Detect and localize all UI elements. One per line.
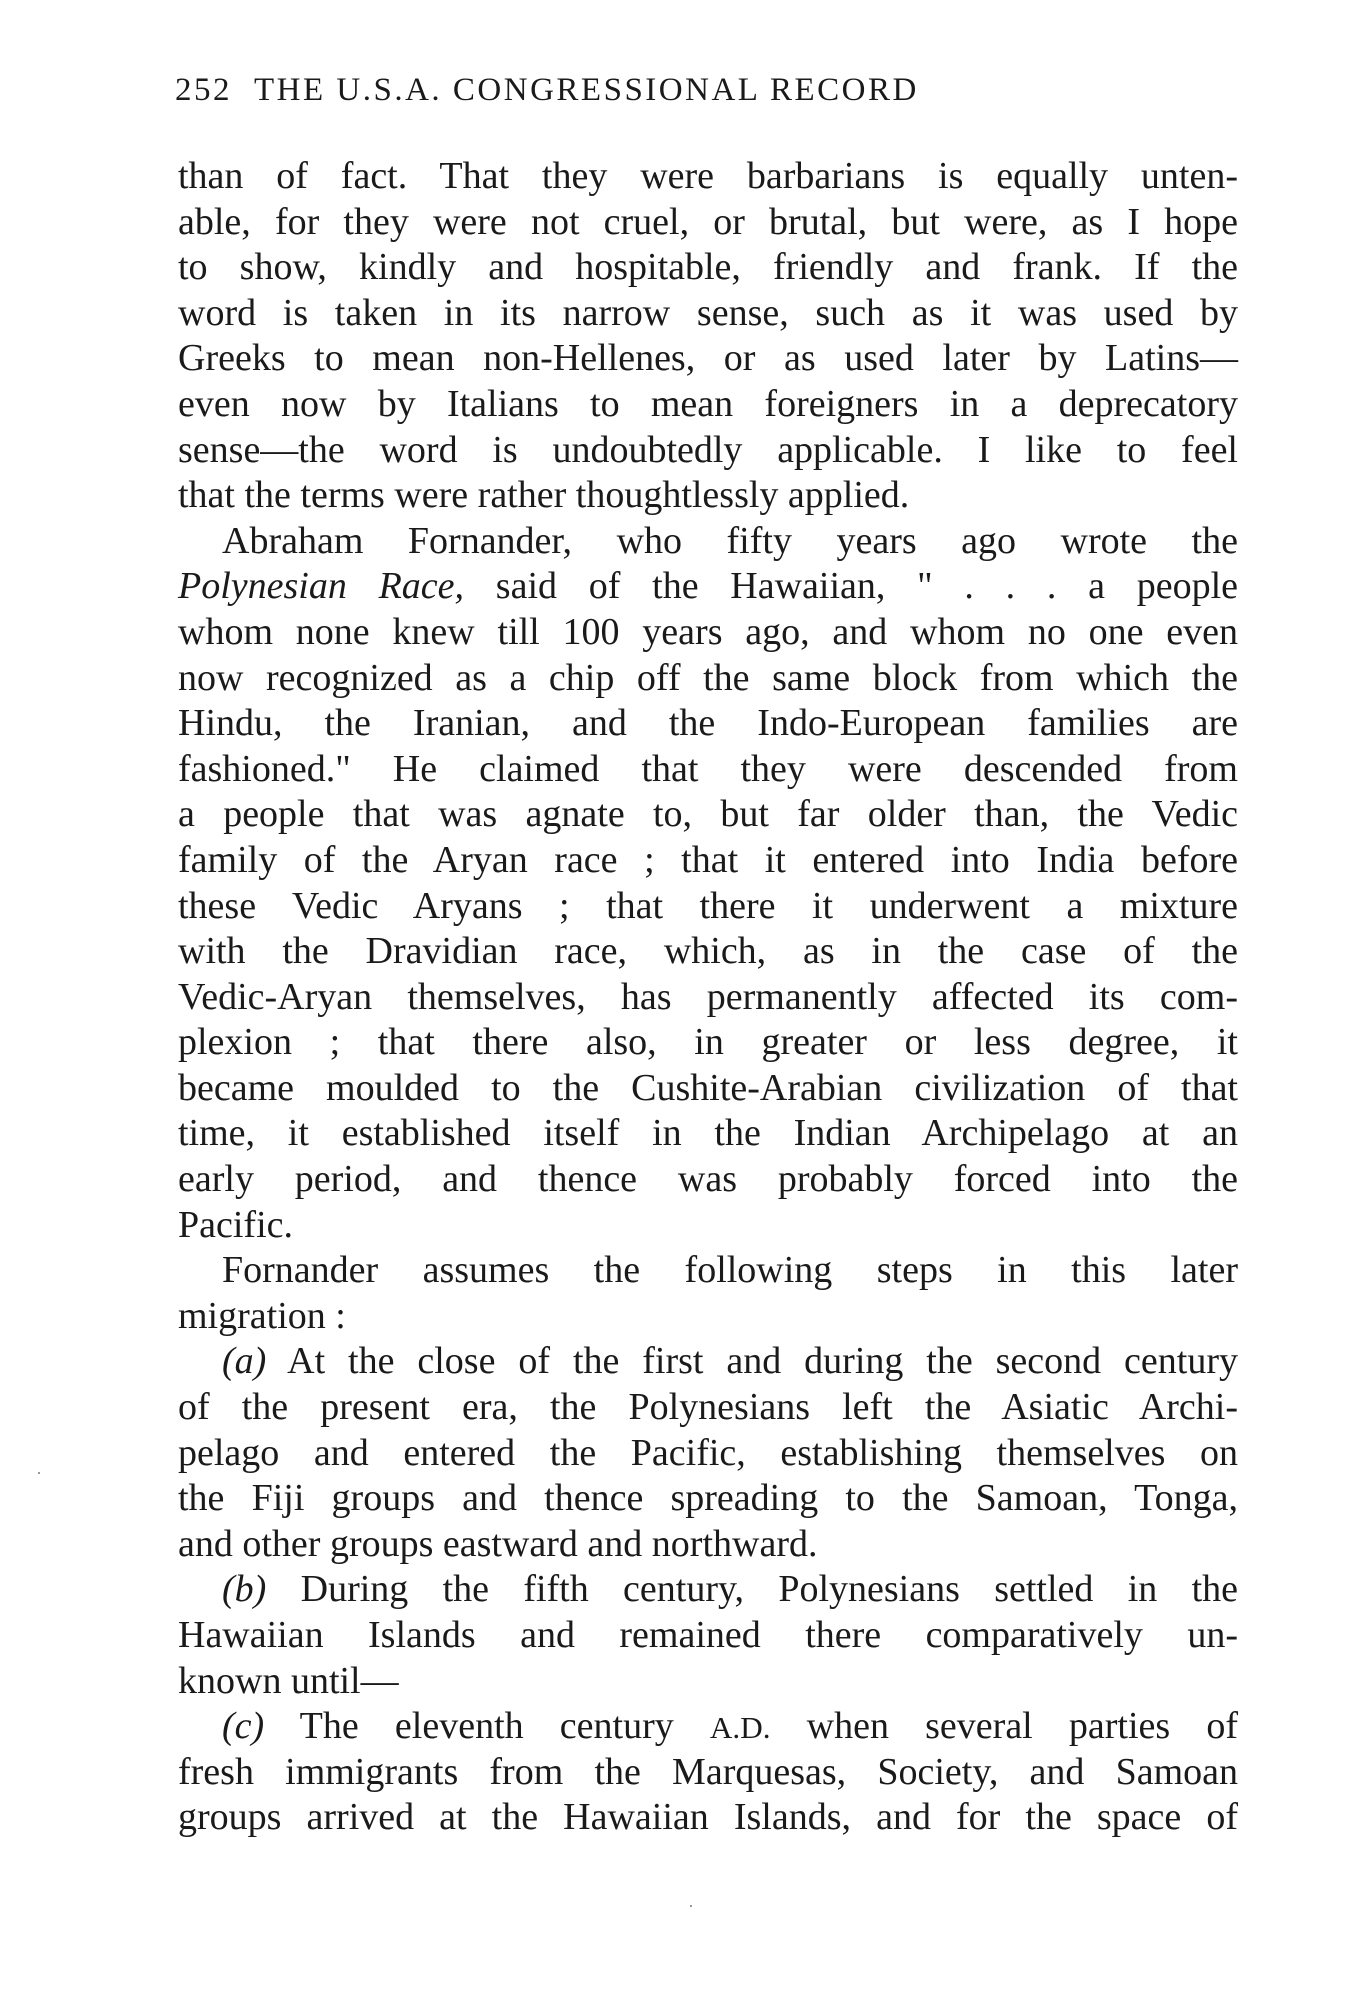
text-line: to show, kindly and hospitable, friendly and frank. If the — [178, 246, 1238, 289]
list-marker: (c) — [222, 1705, 265, 1748]
text-line: family of the Aryan race ; that it entered into India before — [178, 838, 1238, 881]
text-line: time, it established itself in the Indian Archipelago at an — [178, 1112, 1238, 1155]
text-line: Abraham Fornander, who fifty years ago wrote the — [222, 519, 1238, 562]
page-number: 252 — [175, 72, 232, 108]
text-line: with the Dravidian race, which, as in the case of the — [178, 930, 1238, 973]
text-line: plexion ; that there also, in greater or less degree, it — [178, 1021, 1238, 1064]
text-line: sense—the word is undoubtedly applicable. I like to feel — [178, 428, 1238, 471]
text-line: Hindu, the Iranian, and the Indo-European families are — [178, 702, 1238, 745]
text-line — [178, 1339, 1238, 1385]
text-line — [178, 564, 1238, 610]
list-marker: (b) — [222, 1568, 267, 1611]
text-line: fashioned." He claimed that they were descended from — [178, 747, 1238, 790]
text-line: early period, and thence was probably forced into the — [178, 1158, 1238, 1201]
book-title: Polynesian Race, — [178, 565, 465, 608]
text-line: Greeks to mean non-Hellenes, or as used later by Latins— — [178, 337, 1238, 380]
text-line: known until— — [178, 1659, 399, 1702]
text-line: a people that was agnate to, but far older than, the Vedic — [178, 793, 1238, 836]
text-line: and other groups eastward and northward. — [178, 1522, 818, 1565]
list-marker: (a) — [222, 1340, 267, 1383]
text-line: now recognized as a chip off the same block from which the — [178, 656, 1238, 699]
text-line: migration : — [178, 1294, 346, 1337]
text-line: Fornander assumes the following steps in this later — [222, 1249, 1238, 1292]
text-line: that the terms were rather thoughtlessly applied. — [178, 474, 910, 517]
text-fragment: At the close of the first and during the second century — [287, 1340, 1239, 1383]
text-line: of the present era, the Polynesians left the Asiatic Archi- — [178, 1386, 1238, 1429]
scan-speck — [690, 1905, 692, 1907]
text-line: became moulded to the Cushite-Arabian civilization of that — [178, 1066, 1238, 1109]
text-line: word is taken in its narrow sense, such as it was used by — [178, 291, 1238, 334]
text-line: than of fact. That they were barbarians is equally unten- — [178, 155, 1238, 197]
text-line — [178, 1567, 1238, 1613]
text-fragment: when several parties of — [806, 1705, 1239, 1748]
text-line — [178, 1704, 1238, 1750]
text-line: groups arrived at the Hawaiian Islands, and for the space of — [178, 1796, 1238, 1839]
text-fragment: said of the Hawaiian, " . . . a people — [495, 565, 1239, 608]
text-fragment: During the fifth century, Polynesians settled in the — [300, 1568, 1238, 1611]
text-line: these Vedic Aryans ; that there it underwent a mixture — [178, 884, 1238, 927]
text-line: fresh immigrants from the Marquesas, Society, and Samoan — [178, 1750, 1238, 1793]
text-line: pelago and entered the Pacific, establishing themselves on — [178, 1431, 1238, 1474]
running-title: THE U.S.A. CONGRESSIONAL RECORD — [254, 72, 919, 108]
text-line: even now by Italians to mean foreigners in a deprecatory — [178, 382, 1238, 425]
era-abbreviation: A.D. — [709, 1710, 771, 1746]
text-line: the Fiji groups and thence spreading to the Samoan, Tonga, — [178, 1477, 1238, 1520]
text-fragment: The eleventh century — [299, 1705, 674, 1748]
text-line: Vedic-Aryan themselves, has permanently affected its com- — [178, 975, 1238, 1018]
body-text — [178, 154, 1238, 1841]
text-line: Pacific. — [178, 1203, 294, 1246]
scan-speck — [38, 1472, 40, 1474]
text-line: whom none knew till 100 years ago, and whom no one even — [178, 610, 1238, 653]
text-line: able, for they were not cruel, or brutal, but were, as I hope — [178, 200, 1238, 243]
text-line: Hawaiian Islands and remained there comparatively un- — [178, 1614, 1238, 1656]
running-head — [175, 72, 1235, 109]
